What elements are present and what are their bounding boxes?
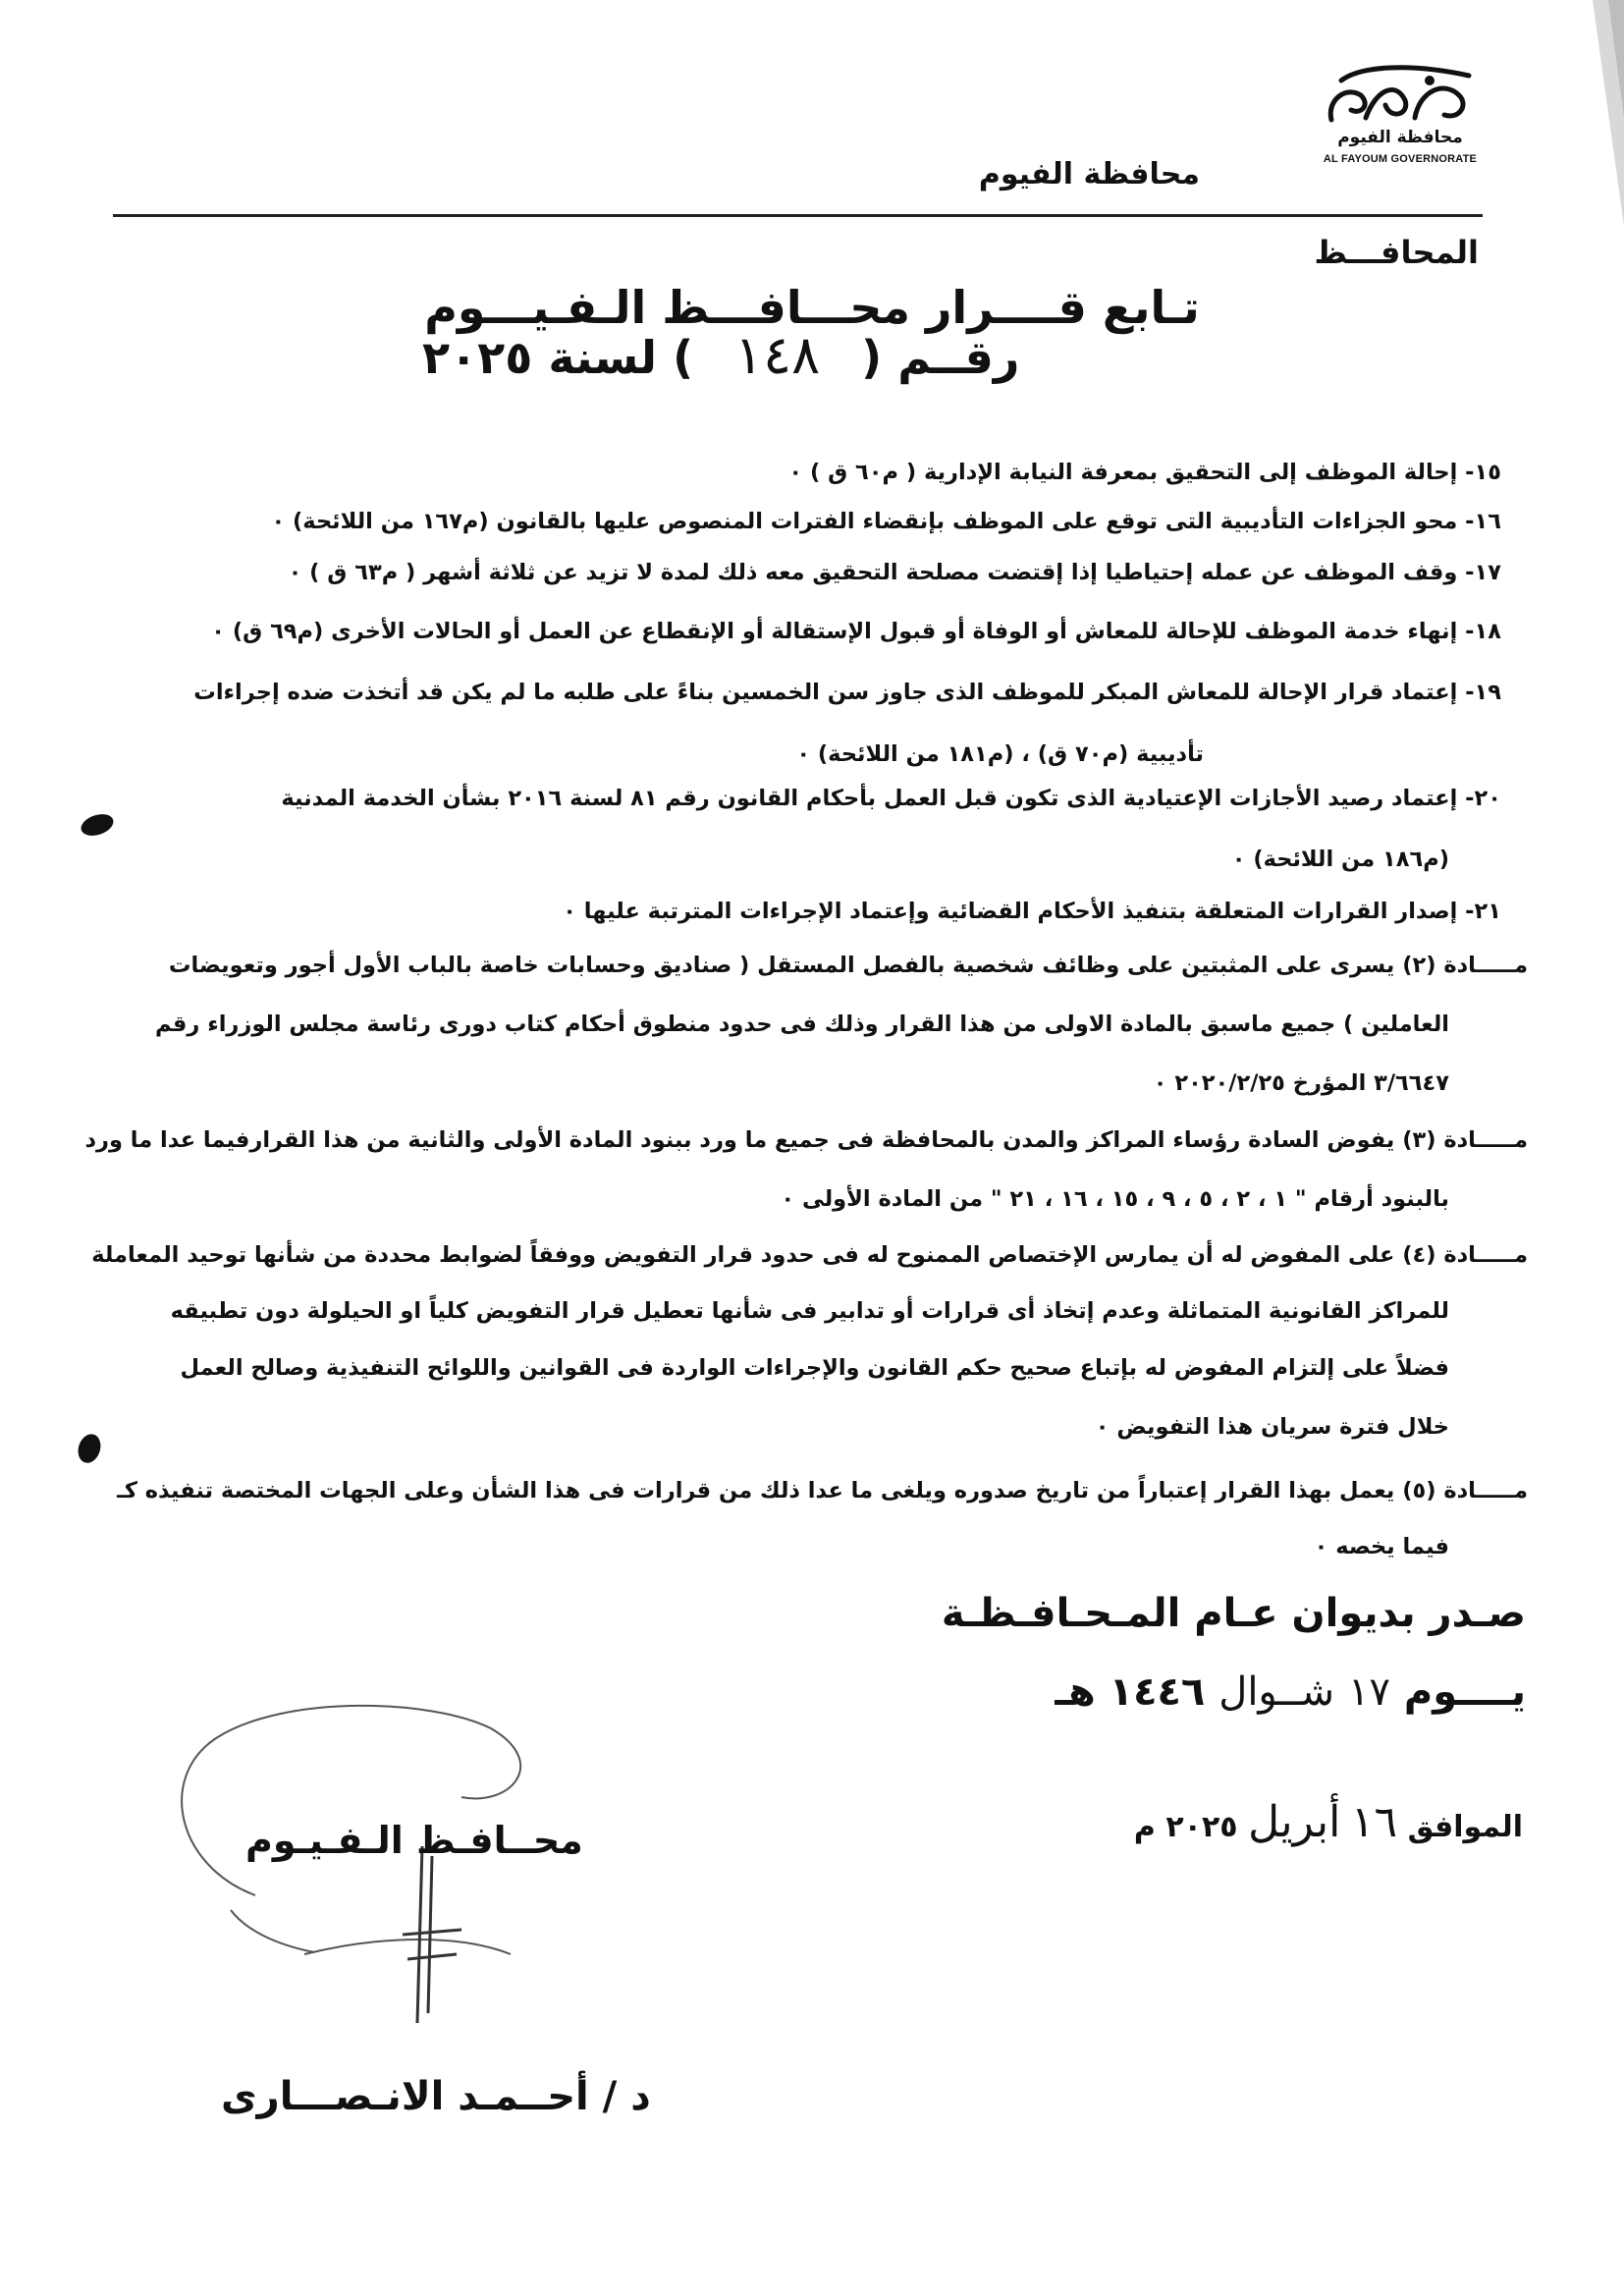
decree-number-line	[422, 324, 1019, 386]
logo-english-text: AL FAYOUM GOVERNORATE	[1323, 153, 1478, 165]
ink-blot	[75, 1431, 104, 1465]
hijri-year: ١٤٤٦ هـ	[1055, 1669, 1206, 1715]
gregorian-date-line	[1134, 1797, 1523, 1847]
decree-item: ١٥- إحالة الموظف إلى التحقيق بمعرفة النيابة الإدارية ( م٦٠ ق ) ٠	[788, 460, 1501, 485]
decree-item: ٢٠- إعتماد رصيد الأجازات الإعتيادية الذى تكون قبل العمل بأحكام القانون رقم ٨١ لسنة ٢٠١٦ بشأن الخدمة المدنية	[281, 786, 1501, 811]
article-4-line: فضلاً على إلتزام المفوض له بإتباع صحيح حكم القانون والإجراءات الواردة فى القوانين واللوائح التنفيذية وصالح العمل	[180, 1355, 1449, 1381]
handwritten-signature	[137, 1689, 648, 2043]
article-4-line: مـــــادة (٤) على المفوض له أن يمارس الإختصاص الممنوح له فى حدود قرار التفويض ووفقاً لضوابط محددة من شأنها توحيد المعاملة	[91, 1242, 1528, 1268]
gregorian-day: ١٦	[1350, 1797, 1398, 1847]
decree-number: ١٤٨	[734, 324, 821, 386]
decree-title: تـابع قــــرار محـــافـــظ الـفـيـــوم	[424, 281, 1200, 334]
decree-item: ١٦- محو الجزاءات التأديبية التى توقع على الموظف بإنقضاء الفترات المنصوص عليها بالقانون (م١٦٧ من اللائحة) ٠	[271, 509, 1501, 534]
ink-blot	[79, 810, 117, 840]
governor-office-label: المحافـــظ	[1314, 234, 1479, 271]
article-5-line: فيما يخصه ٠	[1314, 1534, 1449, 1559]
article-3-line: بالبنود أرقام " ١ ، ٢ ، ٥ ، ٩ ، ١٥ ، ١٦ ، ٢١ " من المادة الأولى ٠	[781, 1186, 1449, 1212]
issued-at-line: صـدر بديوان عـام المـحـافـظـة	[941, 1591, 1526, 1636]
hijri-date-prefix: يــــوم	[1403, 1669, 1526, 1715]
article-2-line: ٣/٦٦٤٧ المؤرخ ٢٠٢٠/٢/٢٥ ٠	[1153, 1070, 1449, 1096]
hijri-date-line	[1055, 1669, 1526, 1715]
decree-item: ٢١- إصدار القرارات المتعلقة بتنفيذ الأحكام القضائية وإعتماد الإجراءات المترتبة عليها ٠	[563, 899, 1501, 924]
decree-item: ١٨- إنهاء خدمة الموظف للإحالة للمعاش أو الوفاة أو قبول الإستقالة أو الإنقطاع عن العمل أو الحالات الأخرى (م٦٩ ق) ٠	[211, 619, 1501, 644]
gregorian-year: ٢٠٢٥ م	[1133, 1810, 1238, 1844]
logo-emblem-icon	[1322, 61, 1479, 130]
decree-year: ) لسنة ٢٠٢٥	[422, 331, 694, 384]
decree-item: ١٧- وقف الموظف عن عمله إحتياطيا إذا إقتضت مصلحة التحقيق معه ذلك لمدة لا تزيد عن ثلاثة أشهر ( م٦٣ ق ) ٠	[288, 560, 1501, 585]
gregorian-month: أبريل	[1248, 1797, 1341, 1847]
article-3-line: مـــــادة (٣) يفوض السادة رؤساء المراكز والمدن بالمحافظة فى جميع ما ورد ببنود المادة الأولى والثانية من هذا القرارفيما عدا ما ورد	[84, 1127, 1528, 1153]
article-5-line: مـــــادة (٥) يعمل بهذا القرار إعتباراً من تاريخ صدوره ويلغى ما عدا ذلك من قرارات فى هذا الشأن وعلى الجهات المختصة تنفيذه كـ	[117, 1478, 1528, 1503]
governorate-logo	[1322, 61, 1479, 167]
logo-arabic-text: محافظة الفيوم	[1337, 128, 1463, 147]
decree-item-continuation: تأديبية (م٧٠ ق) ، (م١٨١ من اللائحة) ٠	[796, 741, 1204, 767]
article-4-line: للمراكز القانونية المتماثلة وعدم إتخاذ أى قرارات أو تدابير فى شأنها تعطيل قرار التفويض كلياً او الحيلولة دون تطبيقه	[170, 1298, 1449, 1324]
article-2-line: العاملين ) جميع ماسبق بالمادة الاولى من هذا القرار وذلك فى حدود منطوق أحكام كتاب دورى رئاسة مجلس الوزراء رقم	[155, 1011, 1449, 1037]
article-2-line: مـــــادة (٢) يسرى على المثبتين على وظائف شخصية بالفصل المستقل ( صناديق وحسابات خاصة بالباب الأول أجور وتعويضات	[168, 953, 1528, 978]
hijri-month: شــوال	[1218, 1669, 1335, 1715]
governorate-name: محافظة الفيوم	[978, 157, 1200, 191]
signatory-title: محــافـظ الـفـيـوم	[245, 1819, 583, 1862]
decree-item: ١٩- إعتماد قرار الإحالة للمعاش المبكر للموظف الذى جاوز سن الخمسين بناءً على طلبه ما لم يكن قد أتخذت ضده إجراءات	[193, 680, 1501, 705]
article-4-line: خلال فترة سريان هذا التفويض ٠	[1095, 1414, 1449, 1440]
decree-item-continuation: (م١٨٦ من اللائحة) ٠	[1231, 847, 1449, 872]
header-divider	[113, 214, 1483, 217]
decree-number-prefix: رقــم (	[861, 331, 1020, 384]
hijri-day: ١٧	[1347, 1669, 1390, 1715]
signatory-name: د / أحــمـد الانـصـــارى	[221, 2074, 651, 2119]
scan-edge-shadow	[1579, 0, 1624, 246]
gregorian-date-prefix: الموافق	[1407, 1810, 1523, 1844]
